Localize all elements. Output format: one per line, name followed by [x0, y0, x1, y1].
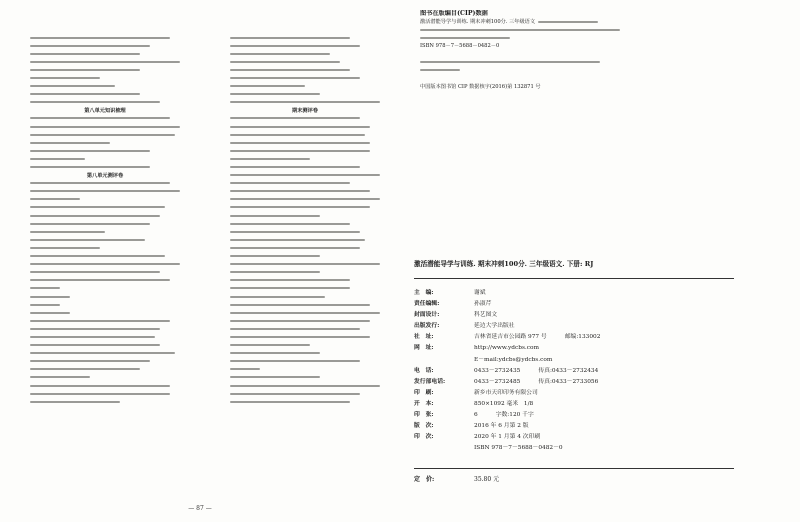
colophon-row — [414, 399, 744, 410]
colophon-row — [414, 421, 744, 432]
colophon-value: http://www.ydcbs.com — [474, 345, 539, 352]
colophon-extra: 传真:0433－2733056 — [538, 378, 599, 385]
colophon-value: 850×1092 毫米 1/8 — [474, 400, 534, 407]
colophon-label: 印 张: — [414, 412, 434, 419]
colophon-label: 版 次: — [414, 423, 434, 430]
colophon-row — [414, 288, 744, 299]
colophon-value: 0433－2732485 — [474, 378, 521, 385]
colophon-value: 科艺图文 — [474, 312, 498, 319]
colophon-row — [414, 343, 744, 354]
section-title: 第八单元知识梳理 — [84, 107, 126, 114]
colophon-label: 开 本: — [414, 400, 434, 407]
colophon-label: 发行部电话: — [414, 378, 446, 385]
price-rule — [414, 468, 734, 469]
colophon-label: 出版发行: — [414, 323, 440, 330]
answer-column-left — [30, 34, 180, 406]
colophon-label: 印 次: — [414, 434, 434, 441]
cip-series-title: 激活潜能导学与训练. 期末冲刺100分. 三年级语文 — [420, 19, 536, 26]
section-title: 期末测评卷 — [292, 107, 318, 114]
section-title: 第八单元测评卷 — [86, 172, 124, 179]
book-title: 激活潜能导学与训练. 期末冲刺100分. 三年级语文. 下册: RJ — [414, 260, 594, 268]
colophon-value: 吉林省延吉市公园路 977 号 — [474, 334, 547, 341]
colophon-row — [414, 332, 744, 343]
colophon-value: 谢斌 — [474, 290, 486, 296]
colophon-row — [414, 321, 744, 332]
cip-block — [420, 10, 760, 91]
colophon-extra: 传真:0433－2732434 — [538, 367, 599, 374]
colophon-row — [414, 366, 744, 377]
colophon-value: ISBN 978－7－5688－0482－0 — [474, 445, 563, 452]
colophon-label: 电 话: — [414, 367, 434, 374]
price-label: 定 价: — [414, 476, 435, 483]
colophon-value: 2016 年 6 月第 2 版 — [474, 423, 529, 430]
colophon-label: 社 址: — [414, 334, 434, 341]
price-row — [414, 474, 499, 483]
colophon-value: 2020 年 1 月第 4 次印刷 — [474, 434, 541, 441]
colophon-label: 封面设计: — [414, 312, 440, 319]
right-page — [400, 0, 800, 522]
colophon-value: 新乡市天印印务有限公司 — [474, 389, 538, 396]
colophon-row — [414, 410, 744, 421]
cip-data-number: 中国版本图书馆 CIP 数据核字(2016)第 132871 号 — [420, 83, 541, 90]
colophon-extra: 邮编:133002 — [564, 334, 601, 341]
colophon — [414, 288, 744, 454]
cip-isbn: ISBN 978－7－5688－0482－0 — [420, 43, 500, 50]
colophon-extra: 字数:120 千字 — [495, 412, 534, 419]
colophon-label: 印 刷: — [414, 389, 434, 396]
colophon-row — [414, 443, 744, 454]
colophon-row — [414, 310, 744, 321]
cip-heading: 图书在版编目(CIP)数据 — [420, 10, 488, 17]
page-number: — 87 — — [188, 505, 212, 512]
price-value: 35.80 元 — [474, 476, 500, 483]
colophon-row — [414, 388, 744, 399]
colophon-row — [414, 432, 744, 443]
colophon-value: 孙淑芹 — [474, 301, 492, 308]
colophon-label: 主 编: — [414, 290, 434, 296]
colophon-value: 6 — [474, 412, 478, 419]
colophon-value: 0433－2732435 — [474, 367, 521, 374]
colophon-row — [414, 355, 744, 366]
colophon-label — [414, 443, 474, 454]
answer-column-right — [230, 34, 380, 406]
colophon-label: 责任编辑: — [414, 301, 440, 308]
colophon-row — [414, 377, 744, 388]
colophon-value: 延边大学出版社 — [474, 323, 515, 330]
colophon-row — [414, 299, 744, 310]
colophon-label — [414, 355, 474, 366]
colophon-label: 网 址: — [414, 345, 434, 352]
colophon-value: E－mail:ydcbs@ydcbs.com — [474, 356, 553, 363]
title-rule — [414, 278, 734, 279]
